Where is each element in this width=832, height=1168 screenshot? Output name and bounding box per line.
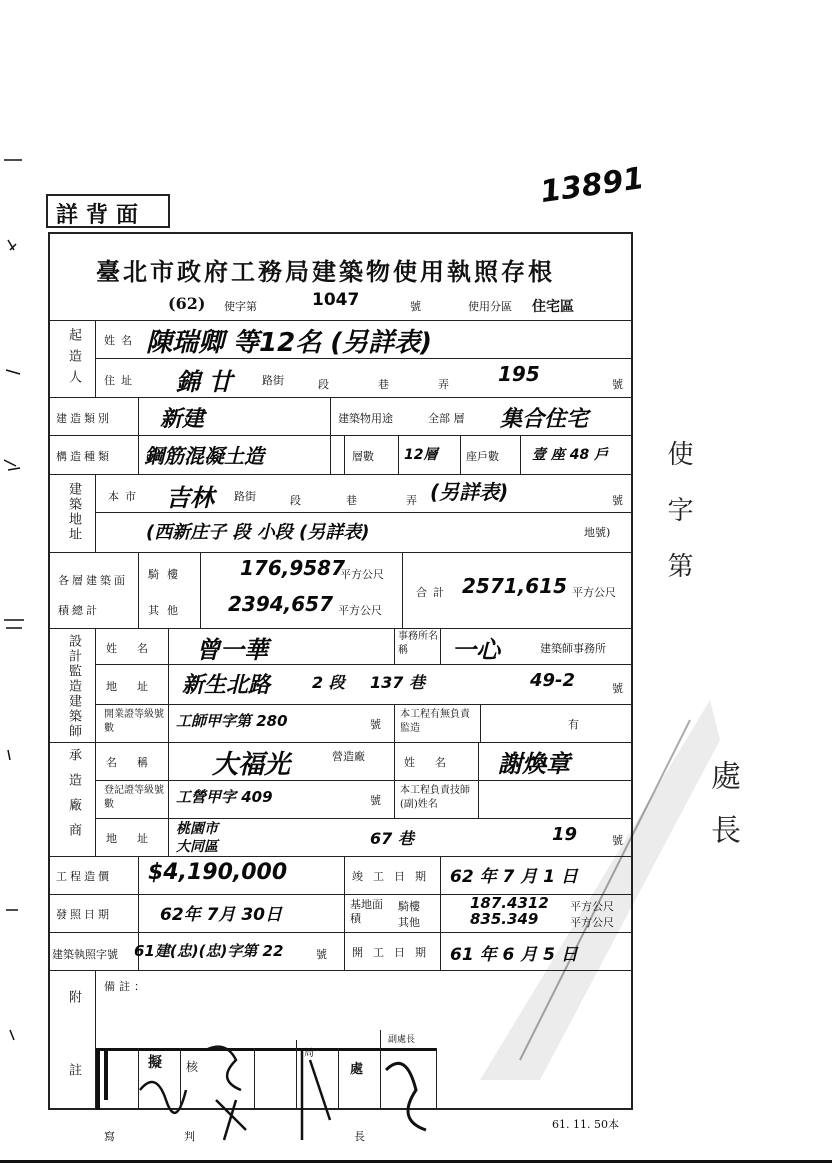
margin-stamp: 處長 bbox=[705, 760, 740, 868]
rule bbox=[398, 435, 399, 475]
rule bbox=[48, 552, 633, 553]
area-total-value: 2571,615 bbox=[462, 574, 568, 598]
site-city: 本市 bbox=[108, 490, 142, 503]
license-year: (62) bbox=[168, 294, 206, 313]
base-arcade-label: 騎樓 bbox=[398, 900, 420, 913]
floor-note: 全部 層 bbox=[428, 412, 465, 425]
rule bbox=[394, 742, 395, 818]
site-lane-label: 巷 bbox=[346, 494, 357, 507]
rule bbox=[440, 856, 441, 970]
rule bbox=[48, 435, 633, 436]
contractor-addr-value: 大同區 bbox=[176, 839, 218, 855]
license-prefix: 使字第 bbox=[224, 300, 257, 313]
rule bbox=[95, 664, 633, 665]
contractor-addr-number: 19 bbox=[552, 824, 578, 845]
area-unit-1: 平方公尺 bbox=[340, 568, 384, 581]
base-unit-1: 平方公尺 bbox=[570, 900, 614, 913]
contractor-group-label: 承造廠商 bbox=[66, 748, 81, 848]
area-unit-3: 平方公尺 bbox=[572, 586, 616, 599]
rule bbox=[344, 856, 345, 970]
owner-name-value: 陳瑞卿 等12名 (另詳表) bbox=[146, 328, 433, 358]
designer-addr-no-label: 號 bbox=[612, 682, 623, 695]
contractor-person-value: 謝煥章 bbox=[498, 750, 570, 778]
rule bbox=[48, 628, 633, 629]
scan-specks bbox=[0, 150, 40, 1050]
license-number: 1047 bbox=[312, 290, 360, 310]
contractor-person-label: 姓名 bbox=[404, 756, 466, 769]
area-other-value: 2394,657 bbox=[228, 592, 334, 616]
area-total-label: 合計 bbox=[416, 586, 450, 599]
owner-addr-value: 錦 廿 bbox=[176, 368, 233, 396]
crease-shadow bbox=[480, 700, 720, 1080]
site-group-label: 建築地址 bbox=[66, 482, 81, 542]
rule bbox=[344, 435, 345, 475]
owner-addr-lane: 巷 bbox=[378, 378, 389, 391]
owner-name-label: 姓名 bbox=[104, 334, 138, 347]
area-group-text: 各層建築面積總計 bbox=[58, 574, 128, 617]
site-section-label: 段 bbox=[290, 494, 301, 507]
designer-supervise-label: 本工程有無負責監造 bbox=[400, 709, 470, 734]
floors-value: 12層 bbox=[404, 447, 438, 463]
area-arcade-label: 騎樓 bbox=[148, 568, 186, 581]
contractor-addr-city: 桃園市 bbox=[176, 821, 218, 837]
designer-addr-lane: 137 巷 bbox=[370, 673, 425, 692]
rule bbox=[200, 552, 201, 628]
site-number-label: 號 bbox=[612, 494, 623, 507]
rule bbox=[95, 628, 96, 856]
finish-label: 竣工日期 bbox=[352, 870, 436, 883]
start-label: 開工日期 bbox=[352, 946, 436, 959]
designer-reg-label: 開業證等級號數 bbox=[104, 709, 164, 734]
rule bbox=[436, 1048, 437, 1108]
use-label: 建築物用途 bbox=[338, 412, 393, 425]
contractor-addr-lane: 67 巷 bbox=[370, 829, 414, 848]
rule bbox=[138, 552, 139, 628]
units-value: 壹 座 48 戶 bbox=[532, 447, 609, 463]
approval-cell-2: 局 bbox=[304, 1048, 314, 1059]
cost-value: $4,190,000 bbox=[148, 860, 288, 885]
site-road-value: 吉林 bbox=[166, 484, 214, 512]
finish-value: 62 年 7 月 1 日 bbox=[450, 867, 578, 887]
form-title: 臺北市政府工務局建築物使用執照存根 bbox=[96, 257, 555, 286]
use-value: 集合住宅 bbox=[500, 407, 589, 432]
rule bbox=[460, 435, 461, 475]
base-arcade-value: 187.4312 bbox=[470, 894, 549, 912]
rule bbox=[394, 704, 395, 742]
designer-name-label: 姓名 bbox=[106, 642, 168, 655]
scan-edge bbox=[0, 1160, 832, 1163]
owner-addr-alley: 弄 bbox=[438, 378, 449, 391]
site-alley-label: 弄 bbox=[406, 494, 417, 507]
rule bbox=[48, 397, 633, 398]
contractor-reg-label: 登記證等級號數 bbox=[104, 785, 164, 810]
designer-reg-value: 工師甲字第 280 bbox=[176, 712, 288, 730]
base-label: 基地面積 bbox=[350, 898, 383, 925]
site-note: (另詳表) bbox=[430, 480, 509, 504]
designer-addr-section: 2 段 bbox=[312, 673, 345, 692]
owner-group-label: 起造人 bbox=[66, 328, 81, 391]
rule bbox=[394, 628, 395, 664]
designer-group-label: 設計監造建築師 bbox=[66, 634, 81, 739]
owner-addr-road: 路街 bbox=[262, 374, 284, 387]
rule bbox=[330, 397, 331, 475]
rule bbox=[138, 397, 139, 475]
approval-cell-3: 處 bbox=[350, 1062, 364, 1077]
contractor-name-suffix: 營造廠 bbox=[332, 750, 365, 763]
remark-group-label: 附註 bbox=[66, 990, 81, 1136]
area-group-label bbox=[58, 566, 134, 626]
struct-value: 鋼筋混凝土造 bbox=[144, 444, 264, 468]
site-land-value: (西新庄子 段 小段 (另詳表) bbox=[146, 522, 370, 543]
area-other-label: 其他 bbox=[148, 604, 186, 617]
start-value: 61 年 6 月 5 日 bbox=[450, 945, 578, 965]
area-unit-2: 平方公尺 bbox=[338, 604, 382, 617]
cost-label: 工程造價 bbox=[56, 870, 112, 883]
approval-bottom-2: 長 bbox=[354, 1130, 365, 1143]
rule bbox=[48, 474, 633, 475]
area-arcade-value: 176,9587 bbox=[240, 556, 346, 580]
approval-cell-1: 核 bbox=[186, 1060, 199, 1074]
permit-suffix: 號 bbox=[316, 948, 327, 961]
designer-addr-number: 49-2 bbox=[530, 670, 576, 691]
contractor-tech-label: 本工程負責技師(副)姓名 bbox=[400, 785, 470, 810]
rule bbox=[95, 320, 96, 398]
doc-tab-label bbox=[46, 194, 170, 228]
rule bbox=[520, 435, 521, 475]
margin-fragment: 使字第 bbox=[663, 440, 693, 608]
floors-label: 層數 bbox=[352, 450, 374, 463]
designer-office-value: 一心 bbox=[452, 636, 500, 664]
permit-label: 建築執照字號 bbox=[52, 948, 118, 961]
designer-supervise-value: 有 bbox=[568, 718, 579, 731]
print-code: 61. 11. 50本 bbox=[552, 1118, 619, 1131]
designer-name-value: 曾一華 bbox=[196, 636, 268, 664]
zoning-value: 住宅區 bbox=[532, 299, 574, 315]
designer-addr-value: 新生北路 bbox=[182, 673, 271, 698]
issue-label: 發照日期 bbox=[56, 908, 112, 921]
contractor-reg-value: 工營甲字 409 bbox=[176, 788, 273, 806]
signature-marks bbox=[96, 1030, 436, 1150]
remark-label: 備註： bbox=[104, 980, 149, 993]
class-value: 新建 bbox=[160, 407, 205, 432]
doc-tab-text: 詳背面 bbox=[56, 202, 147, 228]
rule bbox=[95, 474, 96, 552]
owner-addr-no-label: 號 bbox=[612, 378, 623, 391]
rule bbox=[440, 628, 441, 664]
approval-cell-0: 擬 bbox=[148, 1055, 162, 1071]
struct-label: 構造種類 bbox=[56, 450, 112, 463]
contractor-name-value: 大福光 bbox=[212, 750, 291, 780]
rule bbox=[402, 552, 403, 628]
site-road-label: 路街 bbox=[234, 490, 256, 503]
contractor-name-label: 名稱 bbox=[106, 756, 168, 769]
contractor-addr-label: 地址 bbox=[106, 832, 168, 845]
rule bbox=[48, 320, 633, 321]
owner-addr-label: 住址 bbox=[104, 374, 138, 387]
units-label: 座戶數 bbox=[466, 450, 499, 463]
contractor-addr-no-label: 號 bbox=[612, 834, 623, 847]
designer-office-label: 事務所名稱 bbox=[398, 631, 438, 656]
issue-value: 62年 7月 30日 bbox=[160, 905, 282, 925]
rule bbox=[168, 628, 169, 856]
approval-bottom-1: 判 bbox=[184, 1130, 195, 1143]
owner-addr-section: 段 bbox=[318, 378, 329, 391]
designer-office-suffix: 建築師事務所 bbox=[540, 642, 606, 655]
designer-addr-label: 地址 bbox=[106, 680, 168, 693]
base-other-label: 其他 bbox=[398, 916, 420, 929]
base-unit-2: 平方公尺 bbox=[570, 916, 614, 929]
owner-addr-number: 195 bbox=[498, 362, 540, 386]
permit-value: 61建(忠)(忠)字第 22 bbox=[134, 942, 284, 960]
approval-cell-4: 副處長 bbox=[388, 1035, 416, 1045]
zoning-label: 使用分區 bbox=[468, 300, 512, 313]
rule bbox=[478, 742, 479, 818]
approval-bottom-0: 寫 bbox=[104, 1130, 115, 1143]
contractor-reg-suffix: 號 bbox=[370, 794, 381, 807]
class-label: 建造類別 bbox=[56, 412, 112, 425]
designer-reg-suffix: 號 bbox=[370, 718, 381, 731]
base-other-value: 835.349 bbox=[470, 910, 539, 928]
license-suffix: 號 bbox=[410, 300, 421, 313]
site-land-label: 地號) bbox=[584, 526, 611, 539]
serial-number: 13891 bbox=[538, 160, 647, 211]
